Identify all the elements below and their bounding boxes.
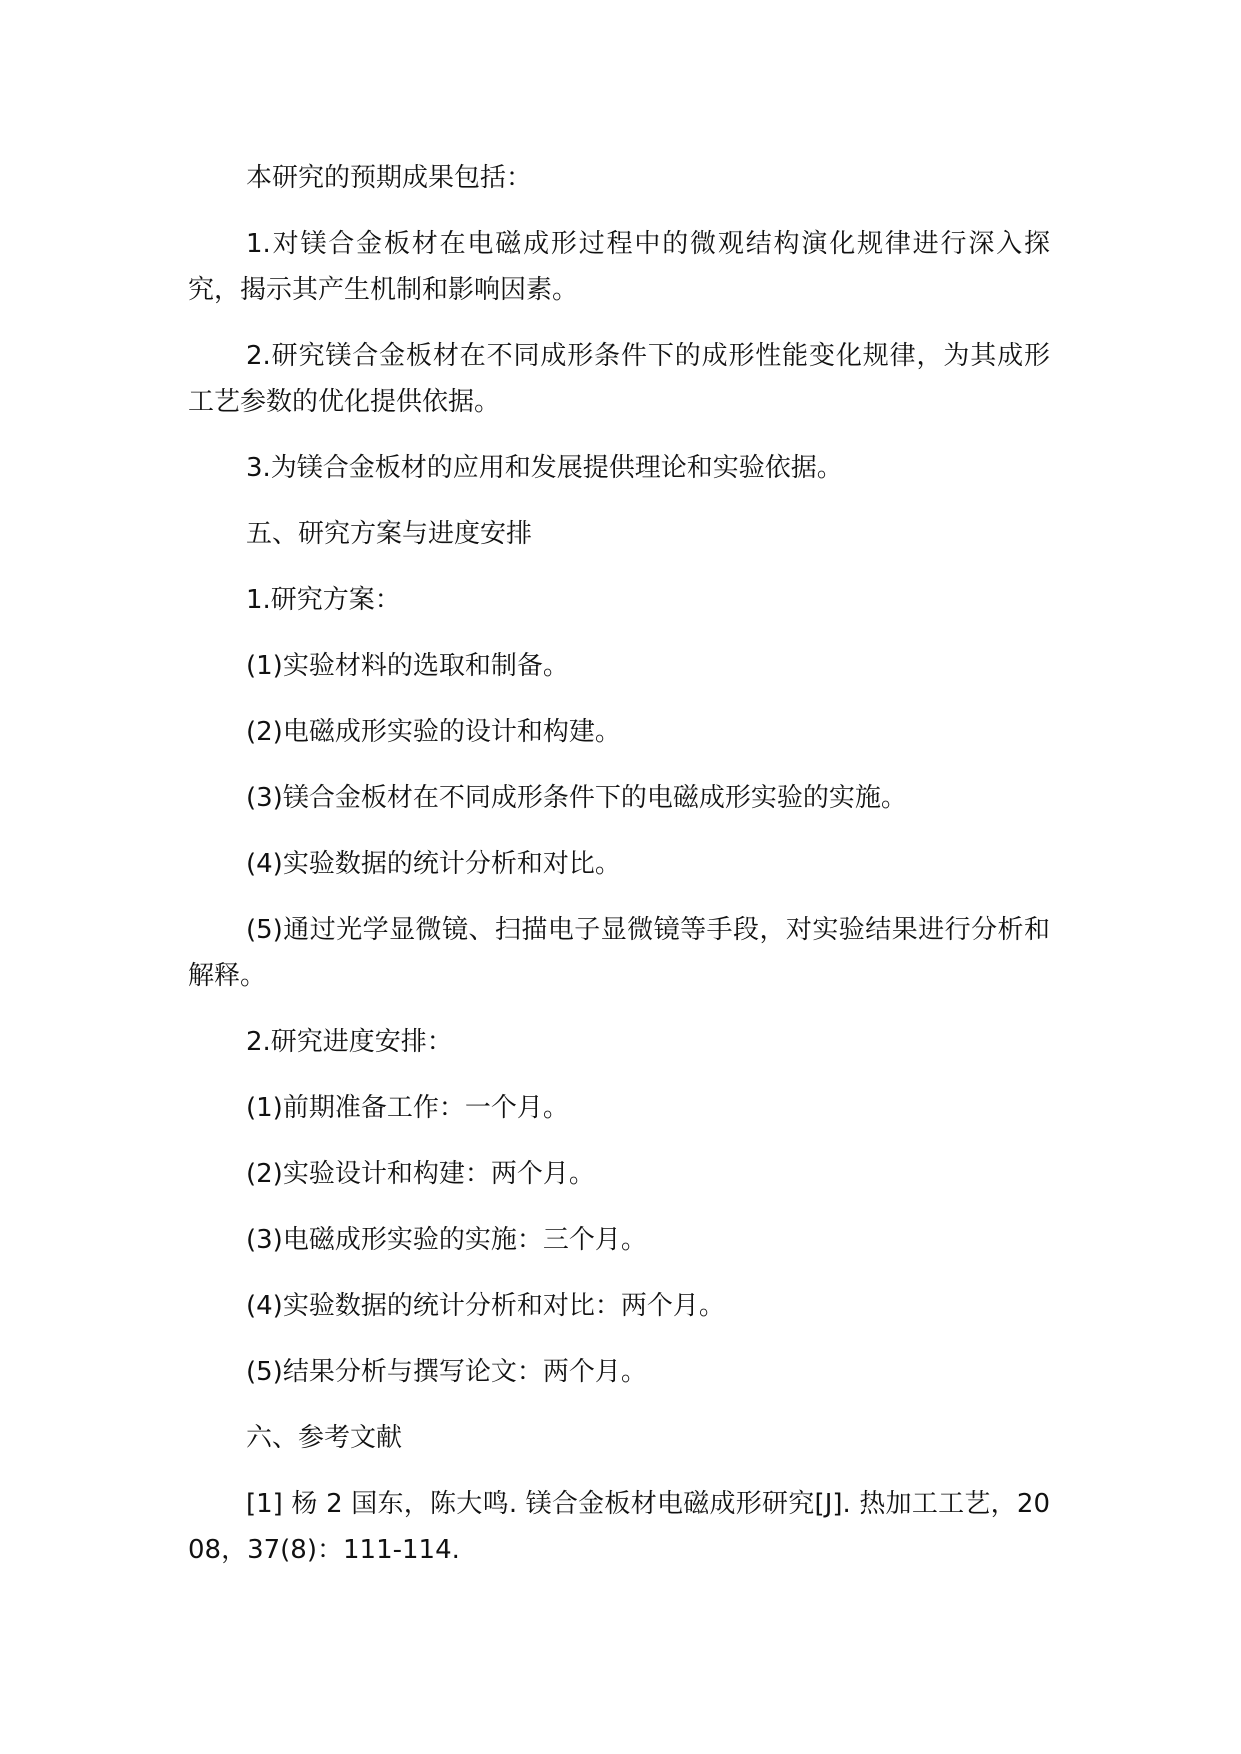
- plan-item-4: (4)实验数据的统计分析和对比。: [246, 849, 621, 879]
- section-heading-plan-schedule: 五、研究方案与进度安排: [246, 519, 533, 549]
- section-heading-references: 六、参考文献: [246, 1423, 403, 1453]
- paragraph-expected-results-intro: 本研究的预期成果包括：: [246, 163, 533, 193]
- plan-item-2: (2)电磁成形实验的设计和构建。: [246, 717, 621, 747]
- paragraph-result-1: 1.对镁合金板材在电磁成形过程中的微观结构演化规律进行深入探究，揭示其产生机制和影响因素。: [188, 229, 1050, 305]
- paragraph-result-2: 2.研究镁合金板材在不同成形条件下的成形性能变化规律，为其成形工艺参数的优化提供依据。: [188, 341, 1050, 417]
- plan-item-3: (3)镁合金板材在不同成形条件下的电磁成形实验的实施。: [246, 783, 907, 813]
- paragraph-result-3: 3.为镁合金板材的应用和发展提供理论和实验依据。: [246, 453, 843, 483]
- schedule-item-4: (4)实验数据的统计分析和对比：两个月。: [246, 1291, 725, 1321]
- plan-item-1: (1)实验材料的选取和制备。: [246, 651, 569, 681]
- schedule-item-2: (2)实验设计和构建：两个月。: [246, 1159, 595, 1189]
- schedule-item-3: (3)电磁成形实验的实施：三个月。: [246, 1225, 647, 1255]
- subheading-research-plan: 1.研究方案：: [246, 585, 401, 615]
- document-page: [188, 155, 1050, 1573]
- schedule-item-5: (5)结果分析与撰写论文：两个月。: [246, 1357, 647, 1387]
- plan-item-5: (5)通过光学显微镜、扫描电子显微镜等手段，对实验结果进行分析和解释。: [188, 915, 1050, 991]
- subheading-schedule: 2.研究进度安排：: [246, 1027, 453, 1057]
- reference-item-1: [1] 杨 2 国东，陈大鸣. 镁合金板材电磁成形研究[J]. 热加工工艺，2008，37(8)：111-114.: [188, 1489, 1050, 1565]
- schedule-item-1: (1)前期准备工作：一个月。: [246, 1093, 569, 1123]
